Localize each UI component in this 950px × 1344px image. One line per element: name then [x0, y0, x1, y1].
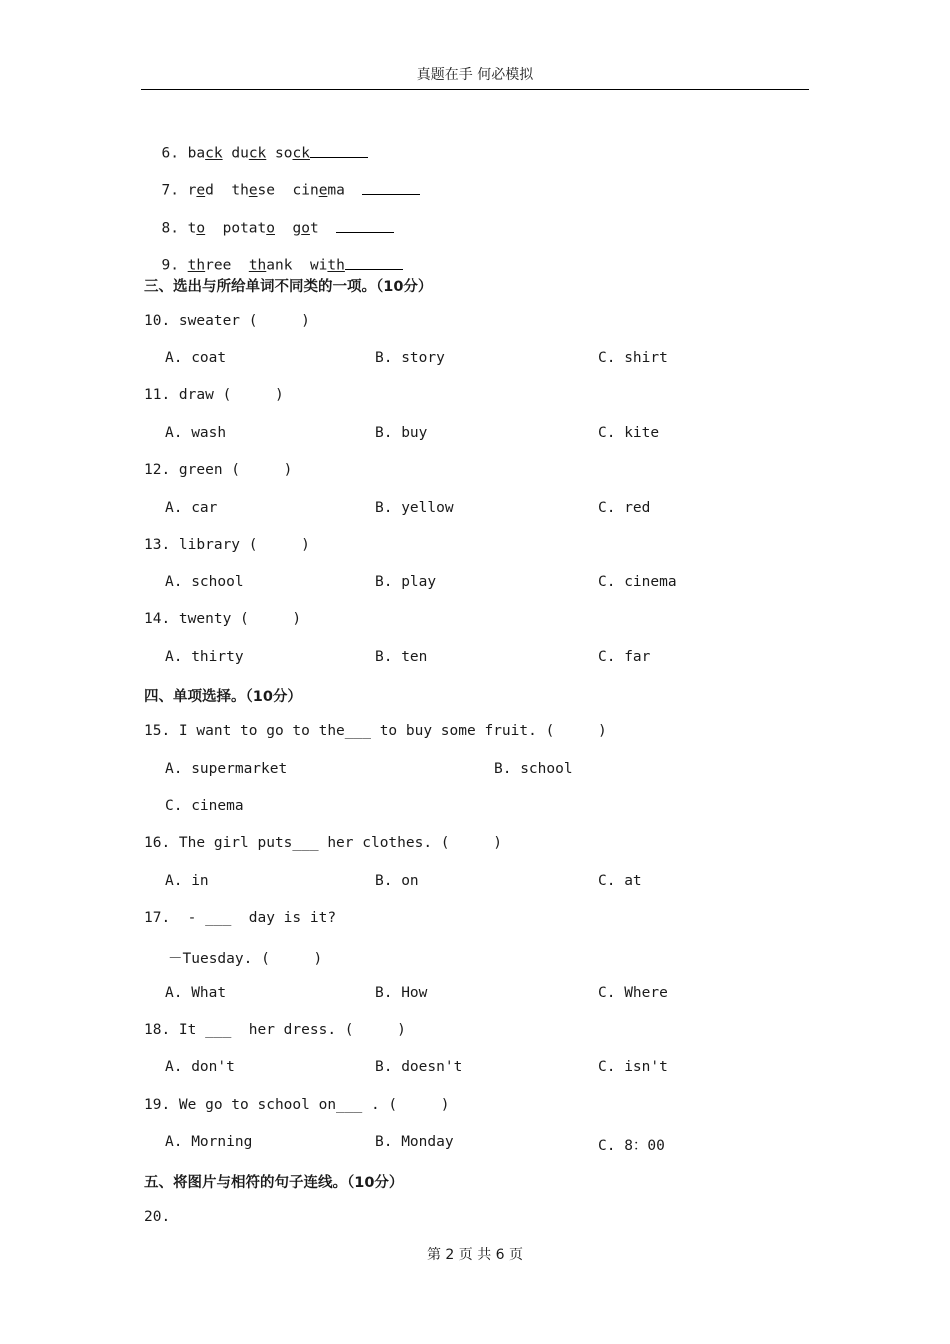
option-b[interactable]: B. Monday — [375, 1134, 454, 1150]
question-18-stem: 18. It ___ her dress. ( ) — [144, 1022, 406, 1038]
option-b[interactable]: B. on — [375, 873, 419, 889]
option-c[interactable]: C. far — [598, 649, 651, 665]
phonics-question-6: 6. back duck sock — [144, 126, 368, 162]
option-c[interactable]: C. kite — [598, 425, 660, 441]
answer-blank[interactable] — [345, 254, 403, 270]
option-b[interactable]: B. buy — [375, 425, 428, 441]
option-a[interactable]: A. in — [165, 873, 209, 889]
option-c[interactable]: C. at — [598, 873, 642, 889]
option-a[interactable]: A. coat — [165, 350, 227, 366]
option-b[interactable]: B. play — [375, 574, 437, 590]
question-number: 7. — [161, 182, 179, 199]
page-header: 真题在手 何必模拟 — [416, 67, 534, 83]
option-c[interactable]: C. cinema — [165, 798, 244, 814]
option-a[interactable]: A. thirty — [165, 649, 244, 665]
option-a[interactable]: A. school — [165, 574, 244, 590]
option-a[interactable]: A. supermarket — [165, 761, 288, 777]
option-c[interactable]: C. red — [598, 500, 651, 516]
option-a[interactable]: A. don't — [165, 1059, 235, 1075]
option-b[interactable]: B. yellow — [375, 500, 454, 516]
option-c[interactable]: C. cinema — [598, 574, 677, 590]
option-c[interactable]: C. shirt — [598, 350, 668, 366]
question-number: 6. — [161, 145, 179, 162]
question-10-stem: 10. sweater ( ) — [144, 313, 310, 329]
page-footer: 第 2 页 共 6 页 — [426, 1247, 524, 1263]
option-c[interactable]: C. 8：00 — [598, 1138, 665, 1154]
option-a[interactable]: A. What — [165, 985, 227, 1001]
option-c[interactable]: C. isn't — [598, 1059, 668, 1075]
question-17-stem: 17. - ___ day is it? — [144, 910, 337, 926]
question-15-stem: 15. I want to go to the___ to buy some fruit. ( ) — [144, 723, 607, 739]
question-number: 8. — [161, 220, 179, 237]
question-12-stem: 12. green ( ) — [144, 462, 293, 478]
phonics-question-8: 8. to potato got — [144, 201, 394, 237]
option-a[interactable]: A. car — [165, 500, 218, 516]
question-16-stem: 16. The girl puts___ her clothes. ( ) — [144, 835, 502, 851]
option-b[interactable]: B. How — [375, 985, 428, 1001]
question-20-number: 20. — [144, 1209, 171, 1225]
section-4-title: 四、单项选择。（10分） — [144, 689, 302, 705]
option-b[interactable]: B. doesn't — [375, 1059, 463, 1075]
option-a[interactable]: A. Morning — [165, 1134, 253, 1150]
section-5-title: 五、将图片与相符的句子连线。（10分） — [144, 1175, 404, 1191]
option-b[interactable]: B. school — [494, 761, 573, 777]
answer-blank[interactable] — [310, 142, 368, 158]
option-b[interactable]: B. ten — [375, 649, 428, 665]
option-a[interactable]: A. wash — [165, 425, 227, 441]
answer-blank[interactable] — [336, 217, 394, 233]
phonics-question-9: 9. three thank with — [144, 238, 403, 274]
question-13-stem: 13. library ( ) — [144, 537, 310, 553]
question-14-stem: 14. twenty ( ) — [144, 611, 302, 627]
question-17-reply: －Tuesday. ( ) — [168, 951, 323, 967]
section-3-title: 三、选出与所给单词不同类的一项。（10分） — [144, 279, 433, 295]
question-11-stem: 11. draw ( ) — [144, 387, 284, 403]
option-b[interactable]: B. story — [375, 350, 445, 366]
option-c[interactable]: C. Where — [598, 985, 668, 1001]
question-19-stem: 19. We go to school on___ . ( ) — [144, 1097, 450, 1113]
header-divider — [141, 89, 809, 90]
phonics-question-7: 7. red these cinema — [144, 163, 420, 199]
question-number: 9. — [161, 257, 179, 274]
answer-blank[interactable] — [362, 179, 420, 195]
